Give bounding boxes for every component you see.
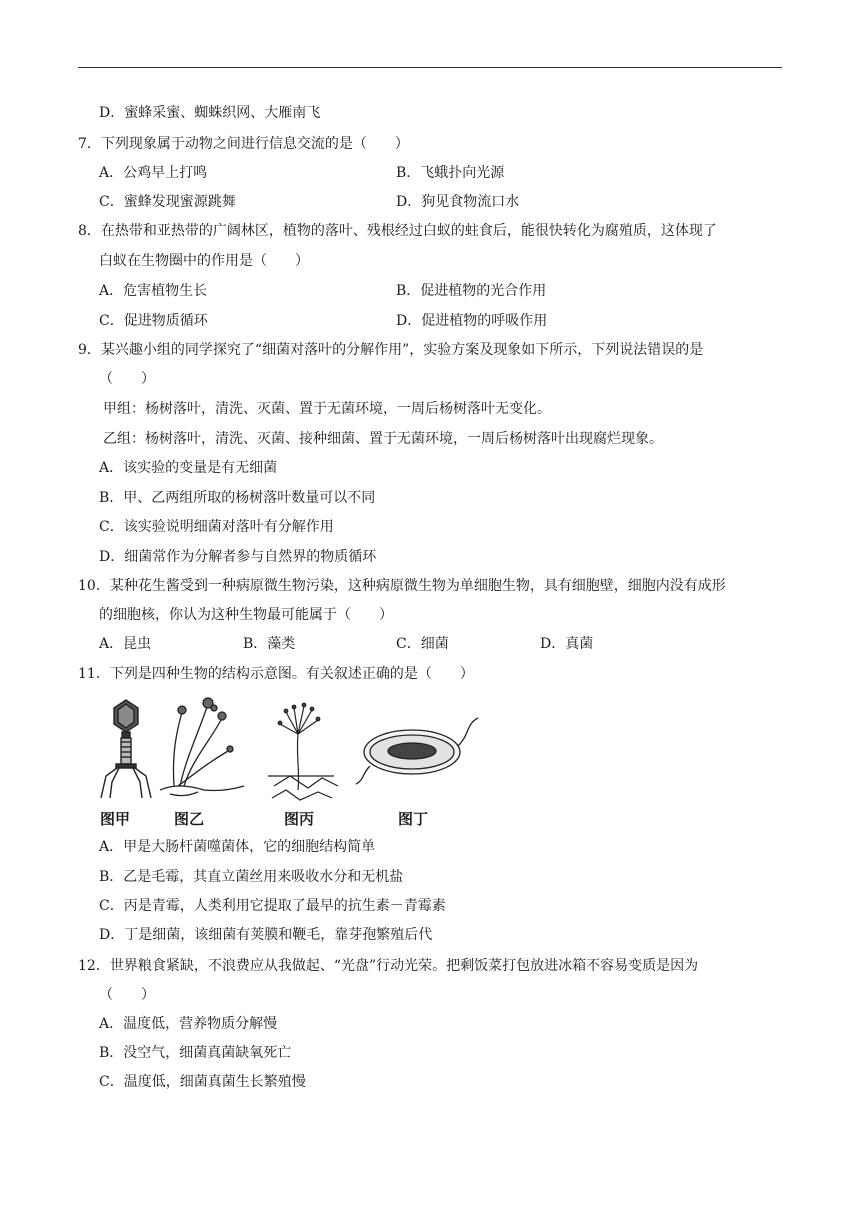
q12-option-a: A．温度低，营养物质分解慢 — [99, 1016, 278, 1032]
q9-stem-line2: （ ） — [99, 371, 155, 387]
q9-option-a: A．该实验的变量是有无细菌 — [99, 460, 278, 476]
q12-option-c: C．温度低，细菌真菌生长繁殖慢 — [99, 1074, 306, 1090]
q7-stem: 7．下列现象属于动物之间进行信息交流的是（ ） — [78, 136, 409, 152]
q9-option-d: D．细菌常作为分解者参与自然界的物质循环 — [99, 549, 377, 565]
q11-option-b: B．乙是毛霉，其直立菌丝用来吸收水分和无机盐 — [99, 869, 404, 885]
q9-option-b: B．甲、乙两组所取的杨树落叶数量可以不同 — [99, 490, 376, 506]
q8-stem-line1: 8．在热带和亚热带的广阔林区，植物的落叶、残根经过白蚁的蛀食后，能很快转化为腐殖质，这体现了 — [78, 223, 717, 239]
q8-option-c: C．促进物质循环 — [99, 313, 208, 329]
q11-option-a: A．甲是大肠杆菌噬菌体，它的细胞结构简单 — [99, 839, 376, 855]
q10-option-b: B．藻类 — [243, 636, 296, 652]
q9-stem-line1: 9．某兴趣小组的同学探究了“细菌对落叶的分解作用”，实验方案及现象如下所示，下列说法错误的是 — [78, 342, 704, 358]
q6-option-d: D．蜜蜂采蜜、蜘蛛织网、大雁南飞 — [99, 105, 321, 121]
figure-label-bing: 图丙 — [284, 810, 315, 828]
q10-option-a: A．昆虫 — [99, 636, 152, 652]
q7-option-d: D．狗见食物流口水 — [396, 194, 520, 210]
mucor-drawing — [160, 698, 244, 796]
q9-option-c: C．该实验说明细菌对落叶有分解作用 — [99, 519, 334, 535]
q12-option-b: B．没空气，细菌真菌缺氧死亡 — [99, 1045, 292, 1061]
q9-group-b: 乙组：杨树落叶，清洗、灭菌、接种细菌、置于无菌环境，一周后杨树落叶出现腐烂现象。 — [103, 431, 663, 447]
microorganism-figure — [94, 694, 484, 830]
q7-option-a: A．公鸡早上打鸣 — [99, 165, 208, 181]
q11-option-c: C．丙是青霉，人类利用它提取了最早的抗生素－青霉素 — [99, 898, 446, 914]
q11-option-d: D．丁是细菌，该细菌有荚膜和鞭毛，靠芽孢繁殖后代 — [99, 927, 433, 943]
q9-group-a: 甲组：杨树落叶，清洗、灭菌、置于无菌环境，一周后杨树落叶无变化。 — [103, 401, 551, 417]
q10-stem-line2: 的细胞核，你认为这种生物最可能属于（ ） — [99, 607, 393, 623]
q11-stem: 11．下列是四种生物的结构示意图。有关叙述正确的是（ ） — [78, 666, 474, 682]
q10-option-d: D．真菌 — [540, 636, 594, 652]
q7-option-b: B．飞蛾扑向光源 — [396, 165, 505, 181]
header-rule — [78, 67, 782, 68]
q10-stem-line1: 10．某种花生酱受到一种病原微生物污染，这种病原微生物为单细胞生物，具有细胞壁，细胞内没有成形 — [78, 578, 726, 594]
q12-stem-line1: 12．世界粮食紧缺，不浪费应从我做起、“光盘”行动光荣。把剩饭菜打包放进冰箱不容易变质是因为 — [78, 958, 699, 974]
bacteriophage-drawing — [101, 700, 151, 798]
figure-label-yi: 图乙 — [174, 810, 205, 828]
figure-label-ding: 图丁 — [398, 810, 429, 828]
q8-option-a: A．危害植物生长 — [99, 283, 208, 299]
q8-option-d: D．促进植物的呼吸作用 — [396, 313, 548, 329]
penicillium-drawing — [268, 703, 338, 800]
q8-stem-line2: 白蚁在生物圈中的作用是（ ） — [99, 253, 309, 269]
q8-option-b: B．促进植物的光合作用 — [396, 283, 547, 299]
q12-stem-line2: （ ） — [99, 987, 155, 1003]
q7-option-c: C．蜜蜂发现蜜源跳舞 — [99, 194, 236, 210]
bacterium-drawing — [356, 718, 478, 784]
figure-label-jia: 图甲 — [100, 810, 131, 828]
q10-option-c: C．细菌 — [396, 636, 449, 652]
